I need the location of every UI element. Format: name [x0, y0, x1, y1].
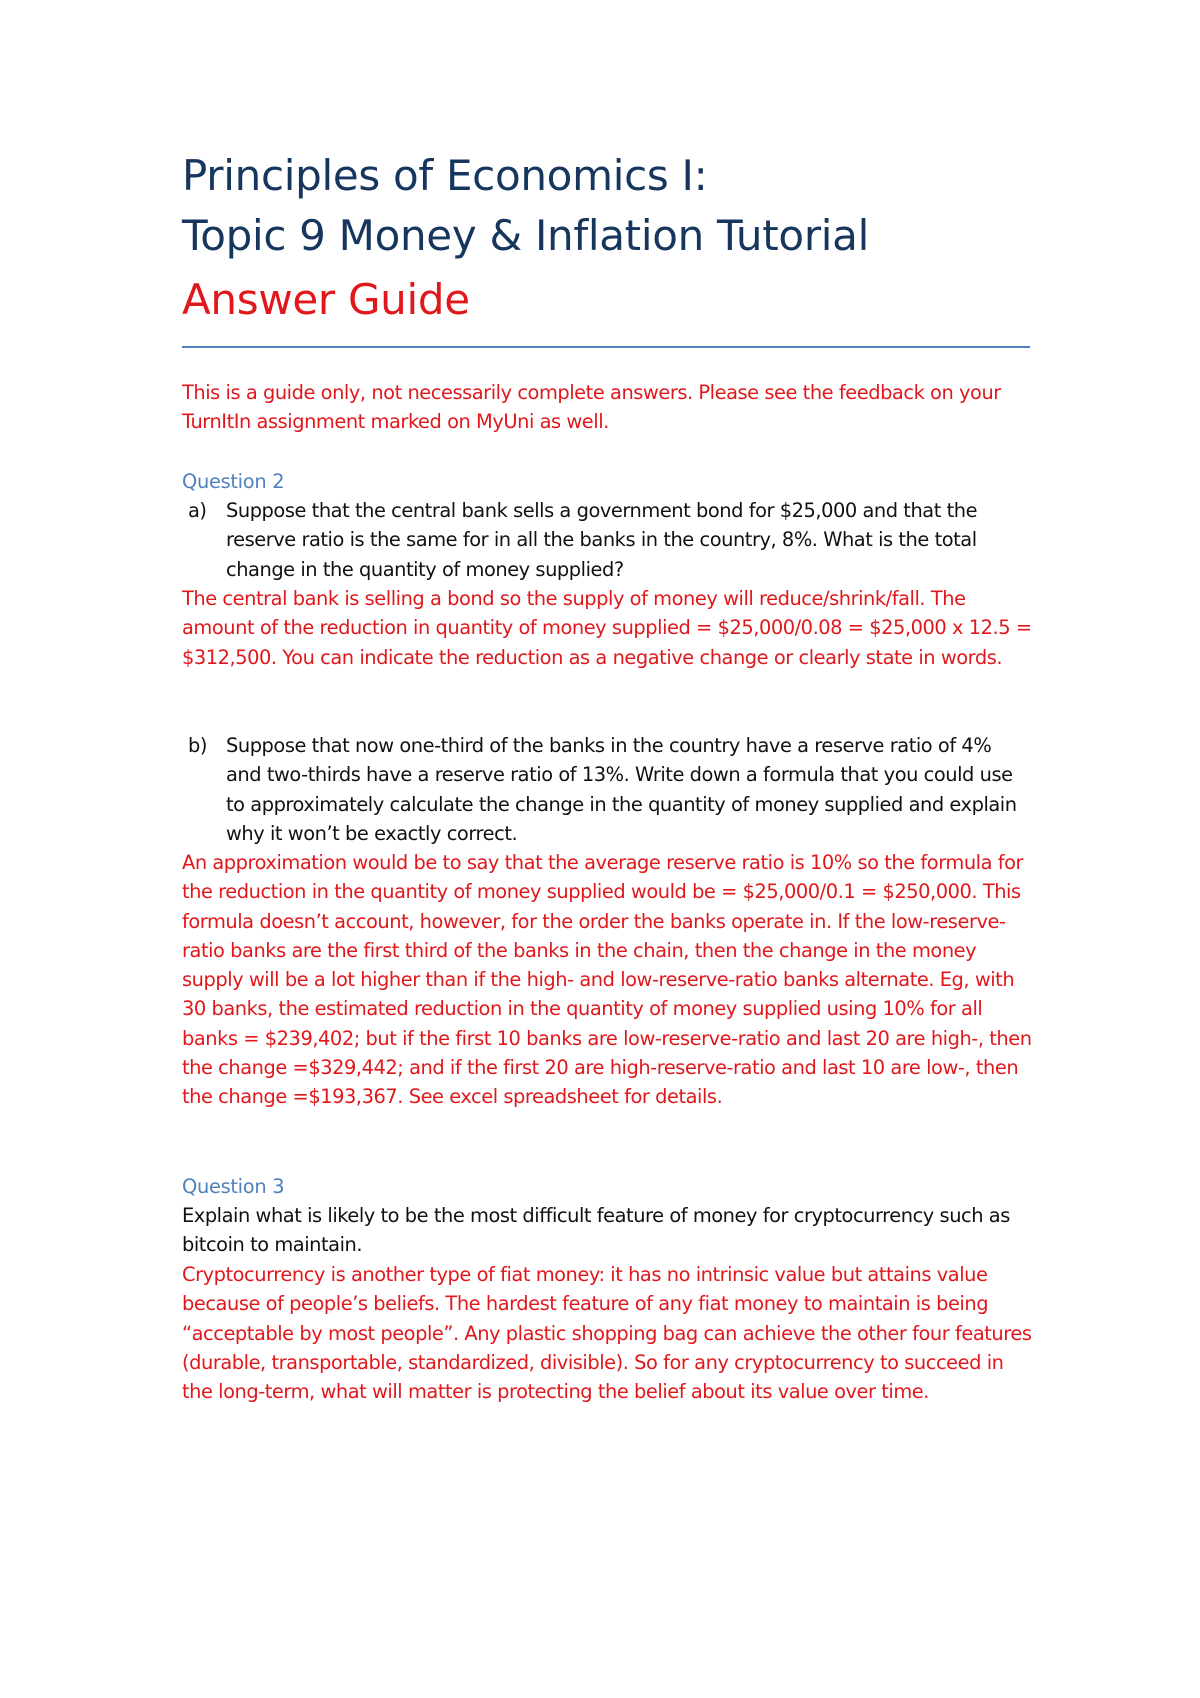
question-2b-marker: b)	[188, 734, 207, 757]
title-divider	[182, 346, 1030, 348]
question-3-heading: Question 3	[182, 1175, 285, 1198]
title-line-answer-guide: Answer Guide	[182, 275, 470, 324]
question-2a-text: Suppose that the central bank sells a government bond for $25,000 and that the reserve ratio is the same for in all the banks in the country, 8%. What is the total change in the quantity of money supplied?	[226, 499, 978, 581]
question-2-heading: Question 2	[182, 470, 285, 493]
title-line-topic: Topic 9 Money & Inflation Tutorial	[182, 211, 869, 260]
document-title	[182, 146, 1032, 330]
question-2a-marker: a)	[188, 499, 207, 522]
question-3-answer: Cryptocurrency is another type of fiat money: it has no intrinsic value but attains value because of people’s beliefs. The hardest feature of any fiat money to maintain is being “acceptable by most people”. Any plastic shopping bag can achieve the other four features (durable, transportable, standardized, divisible). So for any cryptocurrency to succeed in the long-term, what will matter is protecting the belief about its value over time.	[182, 1263, 1032, 1404]
title-line-course: Principles of Economics I:	[182, 151, 708, 200]
question-2b	[182, 731, 1032, 848]
intro-note: This is a guide only, not necessarily complete answers. Please see the feedback on your TurnItIn assignment marked on MyUni as well.	[182, 381, 1001, 434]
question-3-text: Explain what is likely to be the most difficult feature of money for cryptocurrency such as bitcoin to maintain.	[182, 1204, 1010, 1257]
question-2b-answer: An approximation would be to say that the average reserve ratio is 10% so the formula for the reduction in the quantity of money supplied would be = $25,000/0.1 = $250,000. This formula doesn’t account, however, for the order the banks operate in. If the low-reserve-ratio banks are the first third of the banks in the chain, then the change in the money supply will be a lot higher than if the high- and low-reserve-ratio banks alternate. Eg, with 30 banks, the estimated reduction in the quantity of money supplied using 10% for all banks = $239,402; but if the first 10 banks are low-reserve-ratio and last 20 are high-, then the change =$329,442; and if the first 20 are high-reserve-ratio and last 10 are low-, then the change =$193,367. See excel spreadsheet for details.	[182, 851, 1032, 1109]
question-2a-answer: The central bank is selling a bond so the supply of money will reduce/shrink/fall. The amount of the reduction in quantity of money supplied = $25,000/0.08 = $25,000 x 12.5 = $312,500. You can indicate the reduction as a negative change or clearly state in words.	[182, 587, 1032, 669]
question-2a	[182, 496, 1032, 584]
question-2b-text: Suppose that now one-third of the banks in the country have a reserve ratio of 4% and two-thirds have a reserve ratio of 13%. Write down a formula that you could use to approximately calculate the change in the quantity of money supplied and explain why it won’t be exactly correct.	[226, 734, 1017, 845]
